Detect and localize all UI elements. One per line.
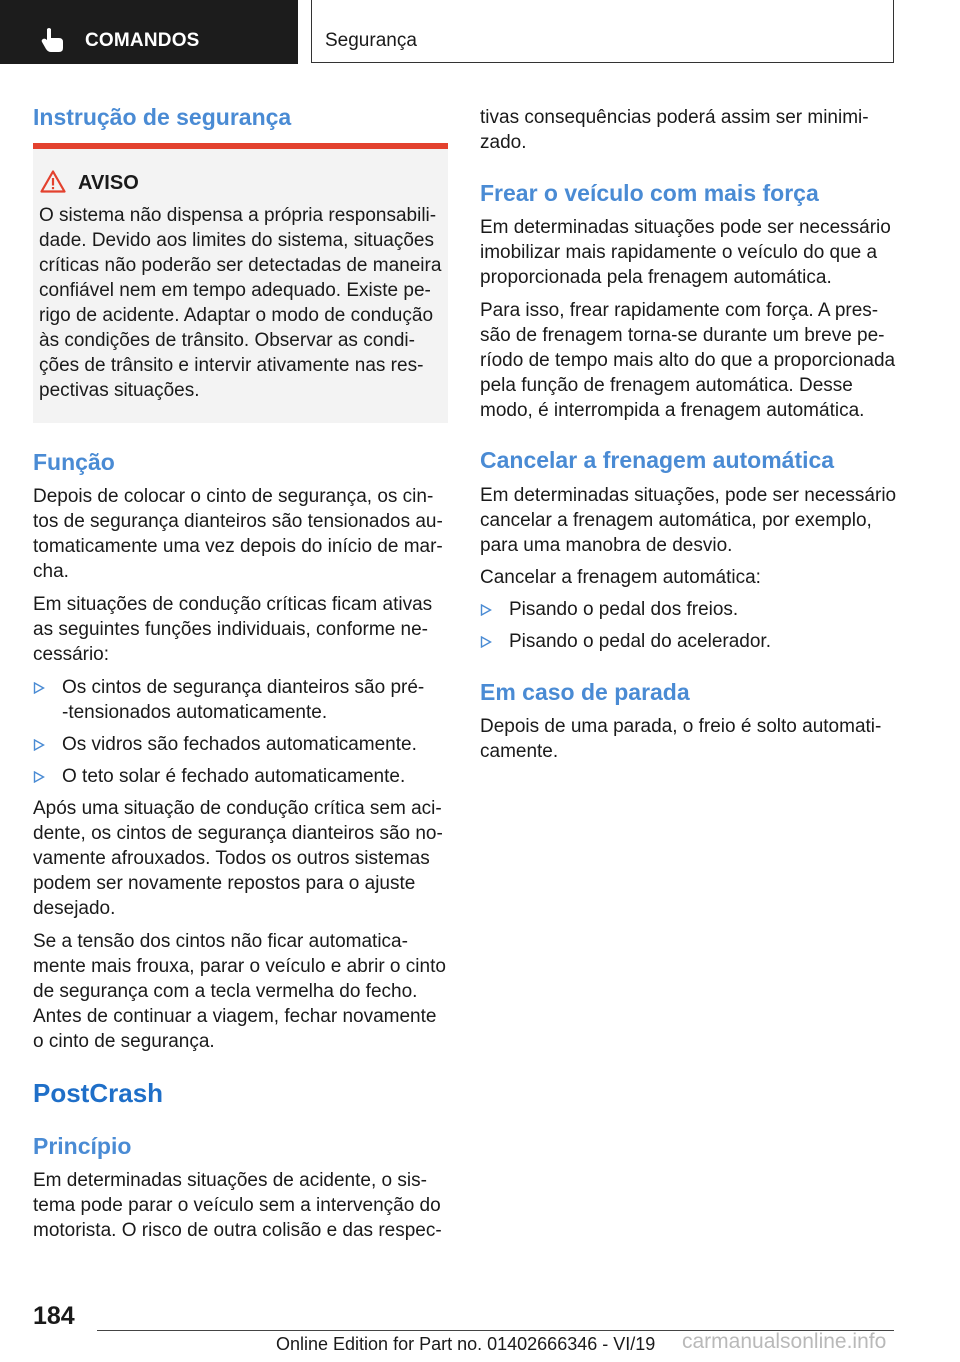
paragraph-frear-2: Para isso, frear rapidamente com força. A pres- são de frenagem torna-se durante um breve pe- ríodo de tempo mais alto do que a proporcionada pela função de frenagem automática. Desse modo, é interrompida a frenagem automática. <box>480 300 896 421</box>
heading-principio: Princípio <box>33 1133 132 1159</box>
header-tab-label: COMANDOS <box>85 30 200 51</box>
page-number: 184 <box>33 1302 75 1330</box>
paragraph-frear-1: Em determinadas situações pode ser necessário imobilizar mais rapidamente o veículo do que a proporcionada pela frenagem automática. <box>480 217 891 288</box>
triangle-bullet-icon <box>33 739 45 751</box>
heading-frear: Frear o veículo com mais força <box>480 180 819 206</box>
header-section-label: Segurança <box>325 30 417 51</box>
paragraph-parada: Depois de uma parada, o freio é solto automati- camente. <box>480 716 882 762</box>
heading-parada: Em caso de parada <box>480 679 690 705</box>
pointing-hand-icon <box>40 27 66 53</box>
triangle-bullet-icon <box>33 682 45 694</box>
paragraph-cancelar-2: Cancelar a frenagem automática: <box>480 567 761 588</box>
header-section <box>311 0 894 63</box>
heading-funcao: Função <box>33 449 115 475</box>
paragraph-cancelar-1: Em determinadas situações, pode ser necessário cancelar a frenagem automática, por exemplo, para uma manobra de desvio. <box>480 485 897 556</box>
header-tab <box>0 0 298 64</box>
paragraph-principio: Em determinadas situações de acidente, o sis- tema pode parar o veículo sem a intervenção do motorista. O risco de outra colisão e das respec- <box>33 1170 442 1241</box>
heading-postcrash: PostCrash <box>33 1078 164 1108</box>
paragraph-funcao-3: Após uma situação de condução crítica sem aci- dente, os cintos de segurança dianteiros são no- vamente afrouxados. Todos os outros sistemas podem ser novamente repostos para o ajuste desejado. <box>33 798 443 919</box>
paragraph-funcao-1: Depois de colocar o cinto de segurança, os cin- tos de segurança dianteiros são tensionados au- tomaticamente uma vez depois do início de mar- cha. <box>33 486 443 582</box>
paragraph-funcao-4: Se a tensão dos cintos não ficar automatica- mente mais frouxa, parar o veículo e abrir o cinto de segurança com a tecla vermelha do fecho. Antes de continuar a viagem, fechar novamente o cinto de segurança. <box>33 931 446 1052</box>
warning-text: O sistema não dispensa a própria responsabili- dade. Devido aos limites do sistema, situações críticas não poderão ser detectadas de maneira confiável nem em tempo adequado. Existe pe- rigo de acidente. Adaptar o modo de condução às condições de trânsito. Observar as condi- ções de trânsito e intervir ativamente nas res- pectivas situações. <box>39 205 442 401</box>
warning-title: AVISO <box>78 172 139 194</box>
heading-cancelar: Cancelar a frenagem automática <box>480 447 835 473</box>
heading-instrucao: Instrução de segurança <box>33 104 292 130</box>
watermark: carmanualsonline.info <box>682 1330 887 1353</box>
triangle-bullet-icon <box>33 771 45 783</box>
footer-edition: Online Edition for Part no. 01402666346 - VI/19 <box>276 1334 656 1354</box>
triangle-bullet-icon <box>480 636 492 648</box>
warning-triangle-icon <box>40 170 66 193</box>
paragraph-principio-cont: tivas consequências poderá assim ser minimi- zado. <box>480 107 869 153</box>
paragraph-funcao-2: Em situações de condução críticas ficam ativas as seguintes funções individuais, conforme ne- cessário: <box>33 594 433 665</box>
triangle-bullet-icon <box>480 604 492 616</box>
